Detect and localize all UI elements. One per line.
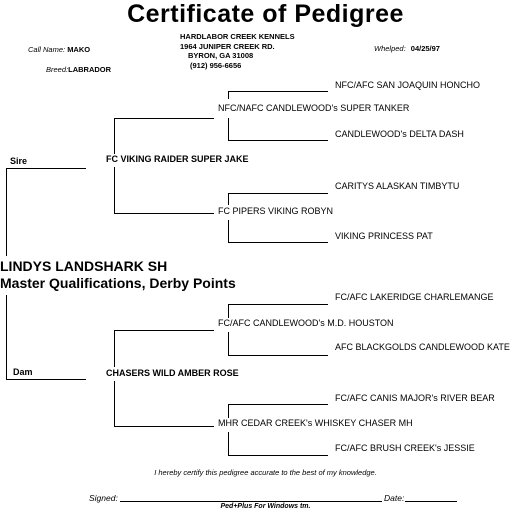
sd-name: FC PIPERS VIKING ROBYN: [218, 206, 334, 216]
signed-label: Signed:: [89, 493, 118, 503]
sss-name: NFC/AFC SAN JOAQUIN HONCHO: [335, 80, 481, 90]
kennel-address: 1964 JUNIPER CREEK RD.: [180, 41, 275, 51]
breed-row: [46, 65, 111, 74]
call-name-label: Call Name:: [28, 45, 66, 54]
sire-name: FC VIKING RAIDER SUPER JAKE: [106, 154, 249, 164]
whelped-value: 04/25/97: [410, 44, 440, 53]
ss-name: NFC/NAFC CANDLEWOOD's SUPER TANKER: [218, 103, 410, 113]
certificate-title: Certificate of Pedigree: [127, 0, 404, 28]
kennel-phone: (912) 956-6656: [190, 60, 242, 70]
breed-value: LABRADOR: [68, 65, 112, 74]
ds-name: FC/AFC CANDLEWOOD's M.D. HOUSTON: [218, 318, 394, 328]
sds-name: CARITYS ALASKAN TIMBYTU: [335, 181, 460, 191]
kennel-city: BYRON, GA 31008: [188, 51, 254, 60]
ssd-name: CANDLEWOOD's DELTA DASH: [335, 129, 464, 139]
signature-line[interactable]: [120, 501, 382, 502]
dam-label: Dam: [13, 367, 33, 377]
ddd-name: FC/AFC BRUSH CREEK's JESSIE: [335, 443, 475, 453]
dog-name: LINDYS LANDSHARK SH: [0, 258, 168, 274]
dss-name: FC/AFC LAKERIDGE CHARLEMANGE: [335, 292, 494, 302]
whelped-label: Whelped:: [374, 44, 406, 53]
dd-name: MHR CEDAR CREEK's WHISKEY CHASER MH: [218, 418, 413, 428]
dog-subtitle: Master Qualifications, Derby Points: [0, 275, 236, 291]
kennel-block: [180, 32, 295, 70]
call-name-value: MAKO: [67, 45, 91, 54]
date-line[interactable]: [405, 501, 457, 502]
kennel-name: HARDLABOR CREEK KENNELS: [180, 32, 295, 41]
sire-label: Sire: [10, 156, 28, 166]
dam-name: CHASERS WILD AMBER ROSE: [106, 368, 239, 378]
sdd-name: VIKING PRINCESS PAT: [335, 231, 433, 241]
whelped-row: [374, 44, 440, 53]
dsd-name: AFC BLACKGOLDS CANDLEWOOD KATE: [335, 342, 510, 352]
dds-name: FC/AFC CANIS MAJOR's RIVER BEAR: [335, 393, 495, 403]
software-footer: Ped+Plus For Windows tm.: [220, 503, 311, 510]
breed-label: Breed:: [46, 65, 69, 74]
date-label: Date:: [384, 493, 405, 503]
certify-statement: I hereby certify this pedigree accurate to the best of my knowledge.: [154, 468, 377, 477]
call-name-row: [28, 45, 90, 54]
